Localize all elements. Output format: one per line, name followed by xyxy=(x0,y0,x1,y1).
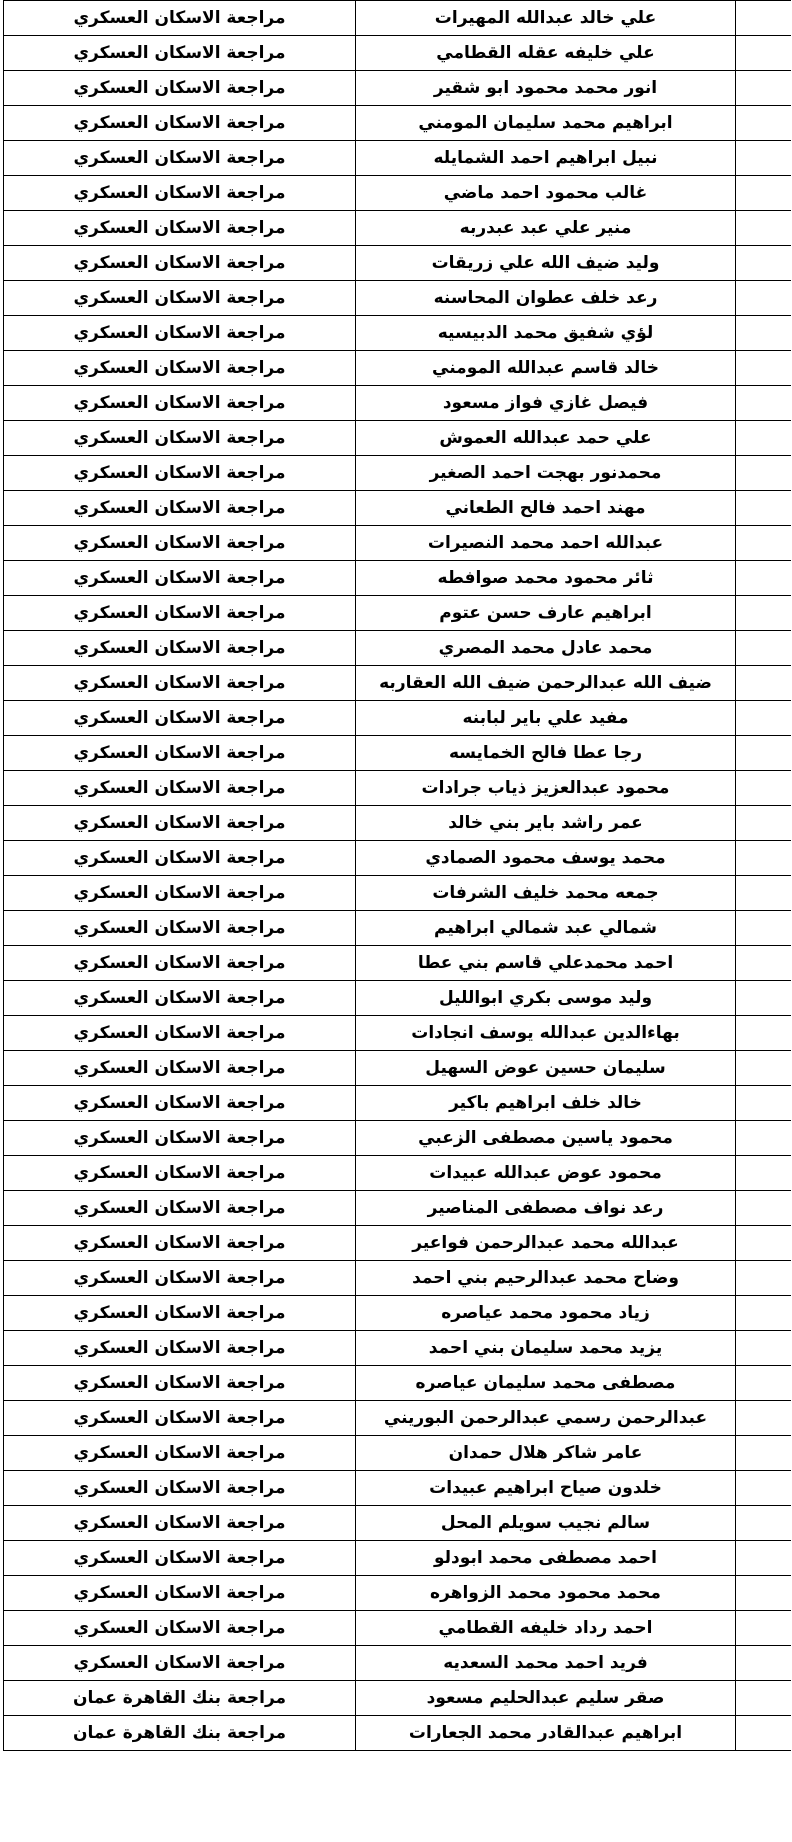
status-cell: مراجعة الاسكان العسكري xyxy=(4,1121,356,1156)
name-cell: جمعه محمد خليف الشرفات xyxy=(356,876,736,911)
name-cell: ابراهيم عارف حسن عتوم xyxy=(356,596,736,631)
status-cell: مراجعة بنك القاهرة عمان xyxy=(4,1681,356,1716)
status-cell: مراجعة الاسكان العسكري xyxy=(4,771,356,806)
empty-cell xyxy=(736,1401,792,1436)
status-cell: مراجعة الاسكان العسكري xyxy=(4,1,356,36)
table-row xyxy=(4,1226,792,1261)
empty-cell xyxy=(736,1681,792,1716)
name-cell: محمد يوسف محمود الصمادي xyxy=(356,841,736,876)
table-row xyxy=(4,386,792,421)
status-cell: مراجعة الاسكان العسكري xyxy=(4,1541,356,1576)
status-cell: مراجعة الاسكان العسكري xyxy=(4,281,356,316)
status-cell: مراجعة الاسكان العسكري xyxy=(4,911,356,946)
table-row xyxy=(4,666,792,701)
name-cell: رعد خلف عطوان المحاسنه xyxy=(356,281,736,316)
table-row xyxy=(4,1611,792,1646)
empty-cell xyxy=(736,1366,792,1401)
table-row xyxy=(4,281,792,316)
empty-cell xyxy=(736,1156,792,1191)
name-cell: سالم نجيب سويلم المحل xyxy=(356,1506,736,1541)
table-row xyxy=(4,421,792,456)
name-cell: صقر سليم عبدالحليم مسعود xyxy=(356,1681,736,1716)
status-cell: مراجعة الاسكان العسكري xyxy=(4,351,356,386)
table-row xyxy=(4,211,792,246)
name-cell: علي خليفه عقله القطامي xyxy=(356,36,736,71)
name-cell: انور محمد محمود ابو شقير xyxy=(356,71,736,106)
table-row xyxy=(4,71,792,106)
status-cell: مراجعة الاسكان العسكري xyxy=(4,1366,356,1401)
status-cell: مراجعة الاسكان العسكري xyxy=(4,981,356,1016)
status-cell: مراجعة الاسكان العسكري xyxy=(4,1401,356,1436)
empty-cell xyxy=(736,1436,792,1471)
table-row xyxy=(4,1681,792,1716)
table-row xyxy=(4,841,792,876)
table-row xyxy=(4,736,792,771)
status-cell: مراجعة الاسكان العسكري xyxy=(4,141,356,176)
table-row xyxy=(4,456,792,491)
name-cell: مهند احمد فالح الطعاني xyxy=(356,491,736,526)
status-cell: مراجعة الاسكان العسكري xyxy=(4,1086,356,1121)
status-cell: مراجعة الاسكان العسكري xyxy=(4,1506,356,1541)
status-cell: مراجعة الاسكان العسكري xyxy=(4,246,356,281)
empty-cell xyxy=(736,456,792,491)
name-cell: رعد نواف مصطفى المناصير xyxy=(356,1191,736,1226)
name-cell: مصطفى محمد سليمان عياصره xyxy=(356,1366,736,1401)
empty-cell xyxy=(736,246,792,281)
status-cell: مراجعة الاسكان العسكري xyxy=(4,36,356,71)
table-row xyxy=(4,1051,792,1086)
empty-cell xyxy=(736,1086,792,1121)
table-row xyxy=(4,106,792,141)
name-cell: محمدنور بهجت احمد الصغير xyxy=(356,456,736,491)
table-row xyxy=(4,911,792,946)
name-cell: بهاءالدين عبدالله يوسف انجادات xyxy=(356,1016,736,1051)
status-cell: مراجعة الاسكان العسكري xyxy=(4,1471,356,1506)
table-row xyxy=(4,701,792,736)
empty-cell xyxy=(736,281,792,316)
name-cell: ابراهيم محمد سليمان المومني xyxy=(356,106,736,141)
table-row xyxy=(4,491,792,526)
status-cell: مراجعة الاسكان العسكري xyxy=(4,71,356,106)
name-cell: يزيد محمد سليمان بني احمد xyxy=(356,1331,736,1366)
empty-cell xyxy=(736,1191,792,1226)
status-cell: مراجعة الاسكان العسكري xyxy=(4,211,356,246)
empty-cell xyxy=(736,701,792,736)
empty-cell xyxy=(736,806,792,841)
empty-cell xyxy=(736,771,792,806)
table-row xyxy=(4,1261,792,1296)
table-row xyxy=(4,1366,792,1401)
status-cell: مراجعة الاسكان العسكري xyxy=(4,491,356,526)
status-cell: مراجعة الاسكان العسكري xyxy=(4,1261,356,1296)
empty-cell xyxy=(736,1331,792,1366)
name-cell: عمر راشد باير بني خالد xyxy=(356,806,736,841)
name-cell: محمد محمود محمد الزواهره xyxy=(356,1576,736,1611)
status-cell: مراجعة الاسكان العسكري xyxy=(4,526,356,561)
name-cell: غالب محمود احمد ماضي xyxy=(356,176,736,211)
empty-cell xyxy=(736,1296,792,1331)
table-row xyxy=(4,631,792,666)
table-row xyxy=(4,1016,792,1051)
status-cell: مراجعة الاسكان العسكري xyxy=(4,316,356,351)
name-cell: خالد خلف ابراهيم باكير xyxy=(356,1086,736,1121)
name-cell: احمد مصطفى محمد ابودلو xyxy=(356,1541,736,1576)
status-cell: مراجعة الاسكان العسكري xyxy=(4,456,356,491)
table-row xyxy=(4,806,792,841)
name-cell: فريد احمد محمد السعديه xyxy=(356,1646,736,1681)
status-cell: مراجعة الاسكان العسكري xyxy=(4,701,356,736)
status-cell: مراجعة الاسكان العسكري xyxy=(4,386,356,421)
status-cell: مراجعة الاسكان العسكري xyxy=(4,1226,356,1261)
empty-cell xyxy=(736,911,792,946)
table-row xyxy=(4,1646,792,1681)
table-row xyxy=(4,1436,792,1471)
empty-cell xyxy=(736,1611,792,1646)
name-cell: محمود ياسين مصطفى الزعبي xyxy=(356,1121,736,1156)
name-cell: وضاح محمد عبدالرحيم بني احمد xyxy=(356,1261,736,1296)
table-row xyxy=(4,1401,792,1436)
status-cell: مراجعة الاسكان العسكري xyxy=(4,106,356,141)
status-cell: مراجعة الاسكان العسكري xyxy=(4,1646,356,1681)
status-cell: مراجعة الاسكان العسكري xyxy=(4,806,356,841)
table-row xyxy=(4,876,792,911)
empty-cell xyxy=(736,176,792,211)
table-row xyxy=(4,1086,792,1121)
name-cell: محمود عوض عبدالله عبيدات xyxy=(356,1156,736,1191)
table-row xyxy=(4,1191,792,1226)
empty-cell xyxy=(736,1576,792,1611)
table-row xyxy=(4,771,792,806)
status-cell: مراجعة الاسكان العسكري xyxy=(4,666,356,701)
name-cell: وليد ضيف الله علي زريقات xyxy=(356,246,736,281)
name-cell: زياد محمود محمد عياصره xyxy=(356,1296,736,1331)
empty-cell xyxy=(736,351,792,386)
empty-cell xyxy=(736,141,792,176)
status-cell: مراجعة الاسكان العسكري xyxy=(4,1296,356,1331)
name-cell: محمود عبدالعزيز ذياب جرادات xyxy=(356,771,736,806)
empty-cell xyxy=(736,1,792,36)
table-row xyxy=(4,1296,792,1331)
status-cell: مراجعة الاسكان العسكري xyxy=(4,1156,356,1191)
table-row xyxy=(4,1331,792,1366)
status-cell: مراجعة الاسكان العسكري xyxy=(4,736,356,771)
status-cell: مراجعة الاسكان العسكري xyxy=(4,876,356,911)
empty-cell xyxy=(736,211,792,246)
name-cell: خالد قاسم عبدالله المومني xyxy=(356,351,736,386)
status-cell: مراجعة الاسكان العسكري xyxy=(4,841,356,876)
empty-cell xyxy=(736,736,792,771)
status-cell: مراجعة الاسكان العسكري xyxy=(4,946,356,981)
empty-cell xyxy=(736,946,792,981)
table-row xyxy=(4,351,792,386)
empty-cell xyxy=(736,526,792,561)
status-cell: مراجعة الاسكان العسكري xyxy=(4,1331,356,1366)
status-cell: مراجعة الاسكان العسكري xyxy=(4,1576,356,1611)
name-cell: لؤي شفيق محمد الدبيسيه xyxy=(356,316,736,351)
table-row xyxy=(4,1541,792,1576)
empty-cell xyxy=(736,71,792,106)
name-cell: عبدالله محمد عبدالرحمن فواعير xyxy=(356,1226,736,1261)
empty-cell xyxy=(736,1016,792,1051)
table-row xyxy=(4,1,792,36)
document-sheet xyxy=(3,0,791,1842)
empty-cell xyxy=(736,1506,792,1541)
empty-cell xyxy=(736,1471,792,1506)
name-cell: ثائر محمود محمد صوافطه xyxy=(356,561,736,596)
name-cell: ضيف الله عبدالرحمن ضيف الله العقاربه xyxy=(356,666,736,701)
table-row xyxy=(4,946,792,981)
name-cell: مفيد علي باير لبابنه xyxy=(356,701,736,736)
name-cell: شمالي عبد شمالي ابراهيم xyxy=(356,911,736,946)
empty-cell xyxy=(736,666,792,701)
empty-cell xyxy=(736,631,792,666)
status-cell: مراجعة الاسكان العسكري xyxy=(4,596,356,631)
status-cell: مراجعة الاسكان العسكري xyxy=(4,561,356,596)
empty-cell xyxy=(736,1121,792,1156)
table-row xyxy=(4,141,792,176)
status-cell: مراجعة الاسكان العسكري xyxy=(4,1051,356,1086)
name-cell: سليمان حسين عوض السهيل xyxy=(356,1051,736,1086)
status-cell: مراجعة الاسكان العسكري xyxy=(4,421,356,456)
empty-cell xyxy=(736,1716,792,1751)
name-cell: علي حمد عبدالله العموش xyxy=(356,421,736,456)
status-cell: مراجعة الاسكان العسكري xyxy=(4,1436,356,1471)
table-row xyxy=(4,316,792,351)
empty-cell xyxy=(736,1261,792,1296)
empty-cell xyxy=(736,876,792,911)
table-row xyxy=(4,1471,792,1506)
name-cell: خلدون صياح ابراهيم عبيدات xyxy=(356,1471,736,1506)
table-row xyxy=(4,1506,792,1541)
name-cell: فيصل غازي فواز مسعود xyxy=(356,386,736,421)
table-row xyxy=(4,246,792,281)
name-cell: احمد محمدعلي قاسم بني عطا xyxy=(356,946,736,981)
name-cell: رجا عطا فالح الخمايسه xyxy=(356,736,736,771)
empty-cell xyxy=(736,106,792,141)
empty-cell xyxy=(736,596,792,631)
empty-cell xyxy=(736,36,792,71)
empty-cell xyxy=(736,1051,792,1086)
empty-cell xyxy=(736,421,792,456)
name-cell: عبدالله احمد محمد النصيرات xyxy=(356,526,736,561)
status-cell: مراجعة الاسكان العسكري xyxy=(4,1611,356,1646)
name-cell: محمد عادل محمد المصري xyxy=(356,631,736,666)
status-cell: مراجعة الاسكان العسكري xyxy=(4,1016,356,1051)
name-cell: نبيل ابراهيم احمد الشمايله xyxy=(356,141,736,176)
name-cell: عبدالرحمن رسمي عبدالرحمن البوريني xyxy=(356,1401,736,1436)
name-cell: عامر شاكر هلال حمدان xyxy=(356,1436,736,1471)
table-row xyxy=(4,1121,792,1156)
name-cell: منير علي عبد عبدربه xyxy=(356,211,736,246)
status-cell: مراجعة الاسكان العسكري xyxy=(4,1191,356,1226)
table-row xyxy=(4,1156,792,1191)
name-cell: وليد موسى بكري ابوالليل xyxy=(356,981,736,1016)
name-cell: ابراهيم عبدالقادر محمد الجعارات xyxy=(356,1716,736,1751)
empty-cell xyxy=(736,386,792,421)
status-cell: مراجعة الاسكان العسكري xyxy=(4,631,356,666)
table-row xyxy=(4,561,792,596)
empty-cell xyxy=(736,981,792,1016)
roster-table xyxy=(3,0,791,1751)
table-row xyxy=(4,1576,792,1611)
status-cell: مراجعة الاسكان العسكري xyxy=(4,176,356,211)
table-row xyxy=(4,36,792,71)
status-cell: مراجعة بنك القاهرة عمان xyxy=(4,1716,356,1751)
empty-cell xyxy=(736,841,792,876)
table-row xyxy=(4,981,792,1016)
roster-body xyxy=(4,1,792,1751)
empty-cell xyxy=(736,1646,792,1681)
table-row xyxy=(4,596,792,631)
name-cell: احمد رداد خليفه القطامي xyxy=(356,1611,736,1646)
empty-cell xyxy=(736,561,792,596)
table-row xyxy=(4,526,792,561)
table-row xyxy=(4,176,792,211)
table-row xyxy=(4,1716,792,1751)
empty-cell xyxy=(736,316,792,351)
empty-cell xyxy=(736,491,792,526)
empty-cell xyxy=(736,1541,792,1576)
empty-cell xyxy=(736,1226,792,1261)
name-cell: علي خالد عبدالله المهيرات xyxy=(356,1,736,36)
